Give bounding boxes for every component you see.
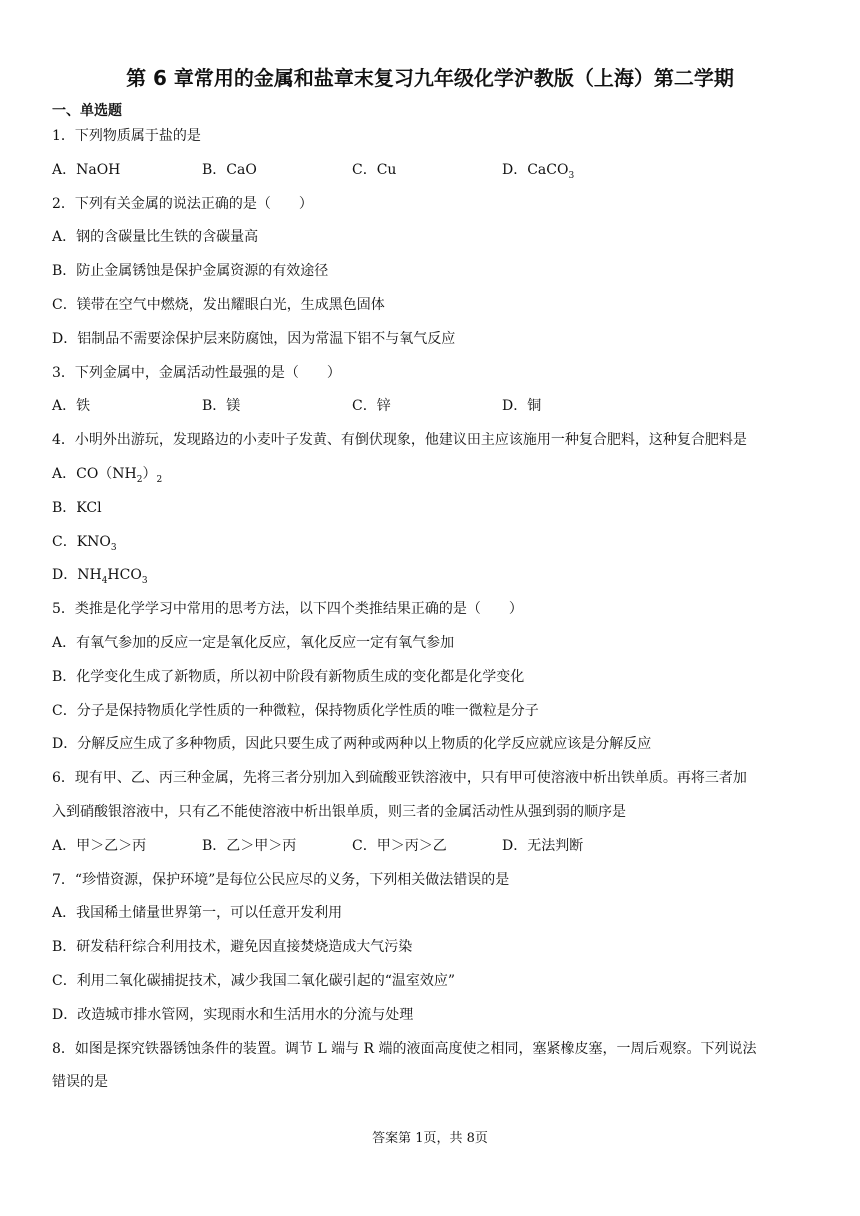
option-b: B．镁 [202,398,241,415]
option-d: D．$NH_4HCO_3$ [52,567,148,587]
option-b: B．化学变化生成了新物质，所以初中阶段有新物质生成的变化都是化学变化 [52,668,525,685]
option-a: A．NaOH [52,161,121,178]
question-stem: 4．小明外出游玩，发现路边的小麦叶子发黄、有倒伏现象，他建议田主应该施用一种复合肥料，这种复合肥料是 [52,432,747,449]
question-stem: 2．下列有关金属的说法正确的是（ ） [52,195,313,212]
option-b: B．乙＞甲＞丙 [202,837,297,854]
question-stem-continued: 入到硝酸银溶液中，只有乙不能使溶液中析出银单质，则三者的金属活动性从强到弱的顺序是 [52,803,626,820]
option-d: D．铝制品不需要涂保护层来防腐蚀，因为常温下铝不与氧气反应 [52,330,456,347]
option-d: D．无法判断 [502,837,584,854]
option-a: A．甲＞乙＞丙 [52,837,147,854]
option-c: C．$KNO_3$ [52,533,117,553]
option-d: D．分解反应生成了多种物质，因此只要生成了两种或两种以上物质的化学反应就应该是分解反应 [52,736,652,753]
question-stem: 8．如图是探究铁器锈蚀条件的装置。调节 L 端与 R 端的液面高度使之相同，塞紧橡皮塞，一周后观察。下列说法 [52,1040,757,1057]
option-d: D．改造城市排水管网，实现雨水和生活用水的分流与处理 [52,1006,414,1023]
option-row [52,396,812,430]
question-stem-continued: 错误的是 [52,1074,108,1091]
option-a: A．有氧气参加的反应一定是氧化反应，氧化反应一定有氧气参加 [52,634,455,651]
question-stem: 7．“珍惜资源，保护环境”是每位公民应尽的义务，下列相关做法错误的是 [52,871,510,888]
question-stem: 6．现有甲、乙、丙三种金属，先将三者分别加入到硫酸亚铁溶液中，只有甲可使溶液中析出铁单质。再将三者加 [52,770,747,787]
option-b: B．KCl [52,499,102,516]
option-d: D．CaCO$_3$ [502,161,575,181]
option-a: A．$CO(NH_2)_2$ [52,465,163,485]
option-row [52,836,812,870]
option-c: C．甲＞丙＞乙 [352,837,447,854]
option-a: A．铁 [52,398,91,415]
option-b: B．研发秸秆综合利用技术，避免因直接焚烧造成大气污染 [52,939,413,956]
option-c: C．锌 [352,398,391,415]
page-footer: 答案第 1页，共 8页 [372,1131,488,1146]
question-stem: 1．下列物质属于盐的是 [52,128,201,144]
option-c: C．分子是保持物质化学性质的一种微粒，保持物质化学性质的唯一微粒是分子 [52,702,539,719]
option-a: A．我国稀土储量世界第一，可以任意开发利用 [52,905,343,922]
question-stem: 5．类推是化学学习中常用的思考方法，以下四个类推结果正确的是（ ） [52,601,523,618]
option-a: A．钢的含碳量比生铁的含碳量高 [52,229,259,246]
question-stem: 3．下列金属中，金属活动性最强的是（ ） [52,364,341,381]
option-c: C．镁带在空气中燃烧，发出耀眼白光，生成黑色固体 [52,296,385,313]
option-b: B．CaO [202,161,257,178]
section-heading: 一、单选题 [52,103,122,119]
page-title: 第 6 章常用的金属和盐章末复习九年级化学沪教版（上海）第二学期 [126,66,734,90]
question-list [52,126,812,1106]
option-d: D．铜 [502,398,542,415]
option-b: B．防止金属锈蚀是保护金属资源的有效途径 [52,263,329,280]
option-row [52,160,812,194]
option-c: C．Cu [352,161,397,178]
option-c: C．利用二氧化碳捕捉技术，减少我国二氧化碳引起的“温室效应” [52,972,456,989]
